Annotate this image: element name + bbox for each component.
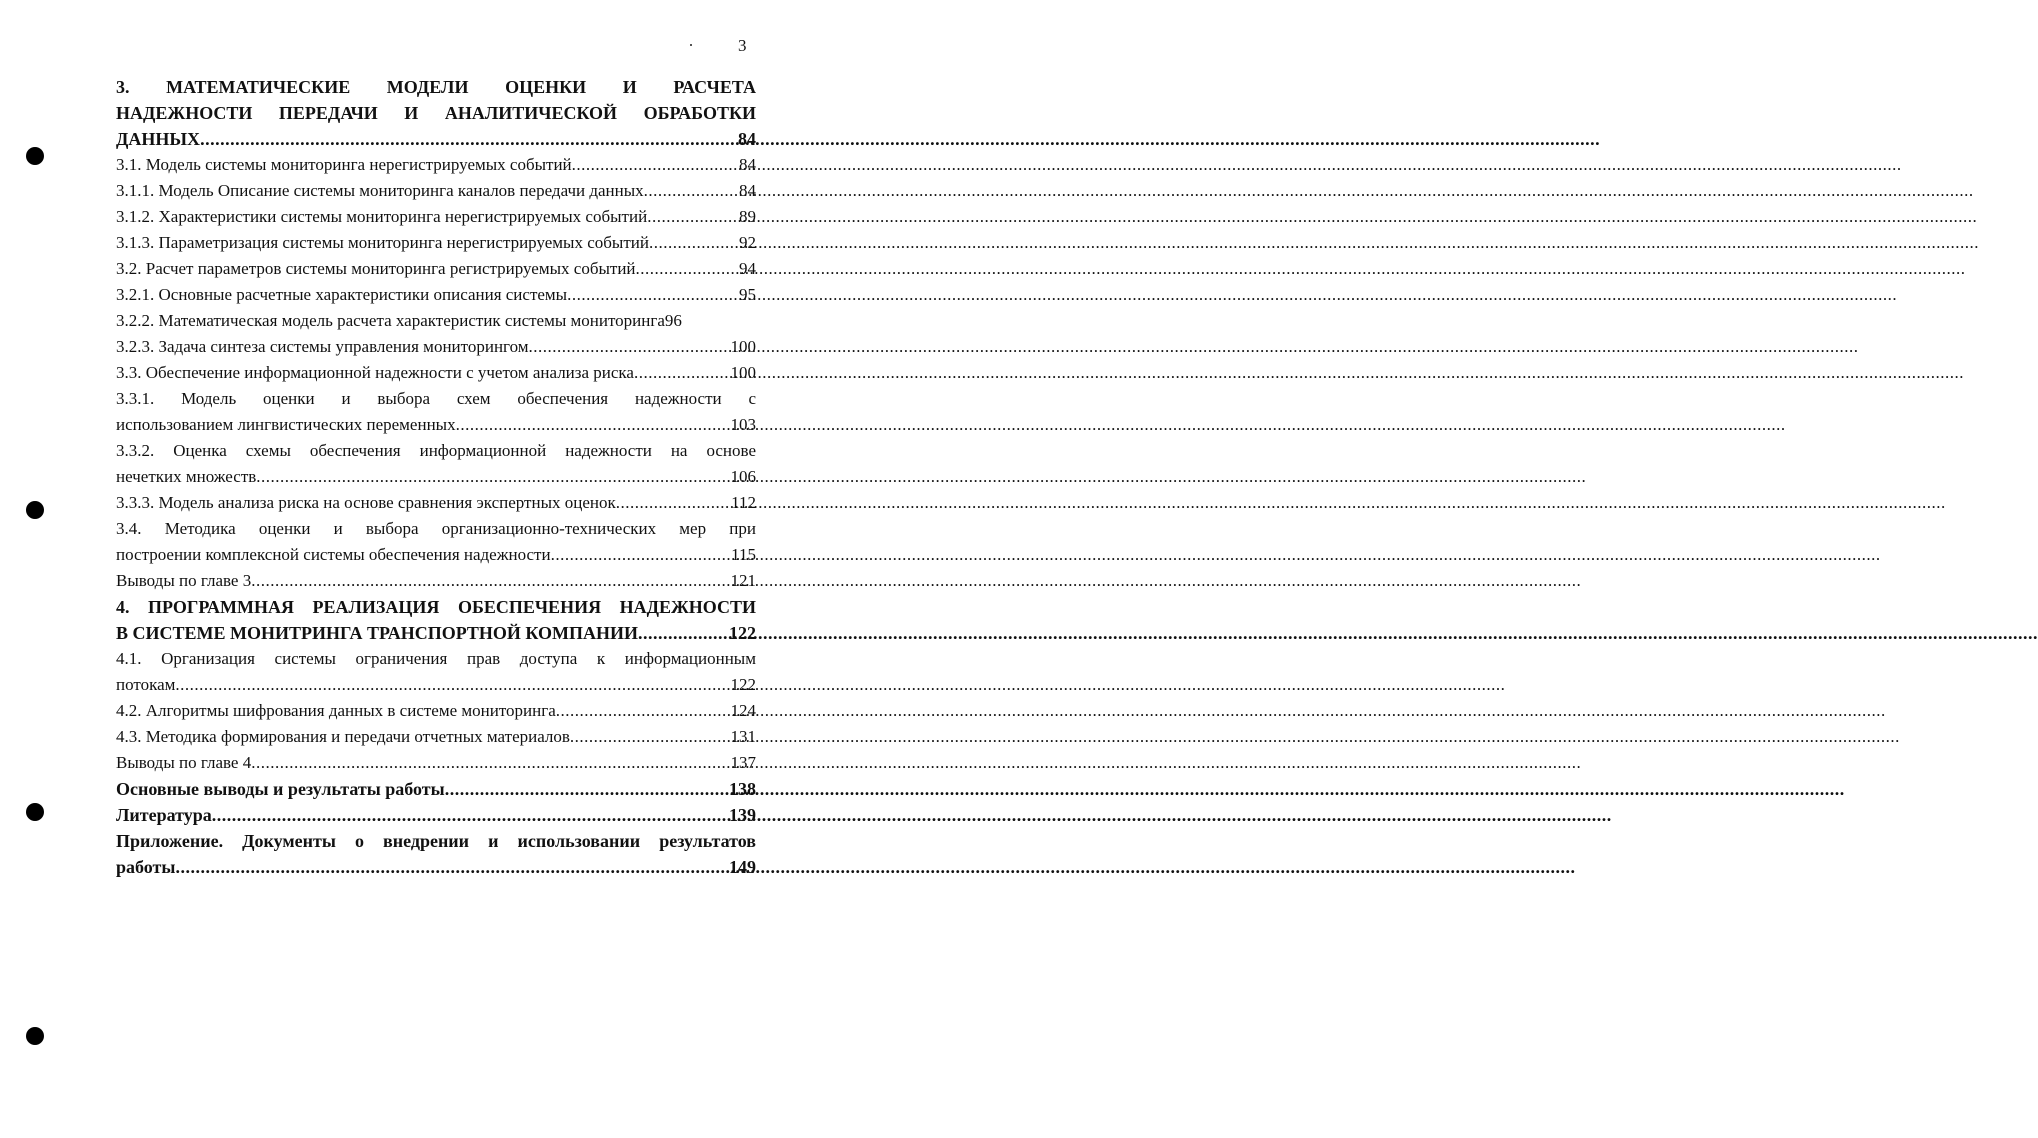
toc-entry-3-4[interactable]	[116, 516, 756, 568]
toc-entry-title: 3.2. Расчет параметров системы мониторинга регистрируемых событий	[116, 259, 636, 278]
toc-chapter-3[interactable]	[116, 74, 756, 152]
dot-leader	[556, 698, 730, 724]
toc-entry-title: ДАННЫХ	[116, 129, 201, 149]
toc-page-number: 137	[730, 753, 756, 772]
toc-entry-title: 3.1.1. Модель Описание системы мониторинга каналов передачи данных	[116, 181, 644, 200]
toc-page-number: 121	[730, 571, 756, 590]
dot-leader	[251, 568, 729, 594]
toc-entry-title: 4.2. Алгоритмы шифрования данных в системе мониторинга	[116, 701, 556, 720]
page-number: 3	[738, 36, 747, 55]
toc-entry-main-conclusions[interactable]	[116, 776, 756, 802]
dot-leader	[551, 542, 731, 568]
toc-entry-conclusions-4[interactable]	[116, 750, 756, 776]
toc-entry-3-2-3[interactable]	[116, 334, 756, 360]
toc-entry-title-line-2	[116, 854, 756, 880]
dot-leader	[572, 152, 738, 178]
toc-entry-title-line-2	[116, 542, 756, 568]
toc-entry-title: нечетких множеств	[116, 467, 257, 486]
toc-page-number: 94	[739, 259, 756, 278]
toc-entry-3-2-1[interactable]	[116, 282, 756, 308]
dot-leader	[175, 854, 728, 880]
toc-page-number: 84	[738, 129, 756, 149]
toc-page-number: 84	[739, 181, 756, 200]
toc-entry-title: 3.1.2. Характеристики системы мониторинга нерегистрируемых событий	[116, 207, 648, 226]
toc-entry-title: 4.3. Методика формирования и передачи отчетных материалов	[116, 727, 570, 746]
toc-entry-4-3[interactable]	[116, 724, 756, 750]
toc-page-number: 149	[729, 857, 756, 877]
dot-leader	[649, 230, 738, 256]
toc-entry-title: 3.1. Модель системы мониторинга нерегистрируемых событий	[116, 155, 572, 174]
toc-page-number: 112	[731, 493, 756, 512]
toc-entry-title: работы	[116, 857, 176, 877]
toc-entry-title: потокам	[116, 675, 176, 694]
dot-leader	[175, 672, 729, 698]
dot-leader	[445, 776, 728, 802]
dot-leader	[256, 464, 729, 490]
binder-hole-1	[26, 147, 44, 165]
toc-page-number: 96	[664, 311, 682, 330]
toc-page-number: 95	[739, 285, 756, 304]
toc-entry-4-2[interactable]	[116, 698, 756, 724]
dot-leader	[567, 282, 738, 308]
toc-entry-title-line-1: Приложение. Документы о внедрении и использовании результатов	[116, 831, 756, 851]
toc-chapter-3-line-3	[116, 126, 756, 152]
toc-chapter-4-line-1: 4. ПРОГРАММНАЯ РЕАЛИЗАЦИЯ ОБЕСПЕЧЕНИЯ НАДЕЖНОСТИ	[116, 597, 756, 617]
toc-entry-3-1-3[interactable]	[116, 230, 756, 256]
toc-entry-title: 3.2.1. Основные расчетные характеристики описания системы	[116, 285, 568, 304]
binder-hole-4	[26, 1027, 44, 1045]
toc-entry-4-1[interactable]	[116, 646, 756, 698]
toc-page-number: 138	[729, 779, 756, 799]
dot-leader	[638, 620, 728, 646]
toc-entry-3-3[interactable]	[116, 360, 756, 386]
toc-entry-title-line-1: 3.4. Методика оценки и выбора организационно-технических мер при	[116, 519, 756, 538]
toc-entry-title-line-2	[116, 672, 756, 698]
dot-leader	[212, 802, 728, 828]
toc-entry-title: В СИСТЕМЕ МОНИТРИНГА ТРАНСПОРТНОЙ КОМПАНИИ	[116, 623, 639, 643]
toc-entry-title: 3.2.2. Математическая модель расчета характеристик системы мониторинга	[116, 311, 665, 330]
toc-page-number: 106	[730, 467, 756, 486]
toc-entry-title: построении комплексной системы обеспечения надежности	[116, 545, 551, 564]
binder-hole-2	[26, 501, 44, 519]
toc-entry-title: Выводы по главе 3	[116, 571, 252, 590]
toc-entry-title: Основные выводы и результаты работы	[116, 779, 445, 799]
toc-page-number: 89	[739, 207, 756, 226]
toc-entry-3-1-2[interactable]	[116, 204, 756, 230]
dot-leader	[251, 750, 729, 776]
toc-page-number: 100	[730, 363, 756, 382]
toc-page-number: 84	[739, 155, 756, 174]
toc-page-number: 124	[730, 701, 756, 720]
toc-page-number: 100	[730, 337, 756, 356]
toc-page-number: 92	[739, 233, 756, 252]
dot-leader	[570, 724, 730, 750]
toc-entry-title-line-1: 3.3.2. Оценка схемы обеспечения информационной надежности на основе	[116, 441, 756, 460]
toc-page-number: 122	[729, 623, 756, 643]
toc-page-number: 122	[730, 675, 756, 694]
binder-hole-3	[26, 803, 44, 821]
toc-chapter-3-line-2: НАДЕЖНОСТИ ПЕРЕДАЧИ И АНАЛИТИЧЕСКОЙ ОБРАБОТКИ	[116, 103, 756, 123]
scan-speck	[690, 44, 692, 46]
toc-entry-title-line-1: 3.3.1. Модель оценки и выбора схем обеспечения надежности с	[116, 389, 756, 408]
toc-entry-title: 3.1.3. Параметризация системы мониторинга нерегистрируемых событий	[116, 233, 649, 252]
toc-entry-conclusions-3[interactable]	[116, 568, 756, 594]
toc-entry-title-line-2	[116, 412, 756, 438]
toc-entry-3-3-3[interactable]	[116, 490, 756, 516]
toc-entry-title-line-1: 4.1. Организация системы ограничения прав доступа к информационным	[116, 649, 756, 668]
toc-entry-3-3-2[interactable]	[116, 438, 756, 490]
toc-entry-literature[interactable]	[116, 802, 756, 828]
dot-leader	[456, 412, 730, 438]
toc-entry-title: 3.3. Обеспечение информационной надежности с учетом анализа риска	[116, 363, 634, 382]
toc-page-number: 115	[731, 545, 756, 564]
toc-page-number: 131	[730, 727, 756, 746]
toc-entry-3-1[interactable]	[116, 152, 756, 178]
toc-entry-3-2[interactable]	[116, 256, 756, 282]
dot-leader	[636, 256, 738, 282]
toc-entry-title-line-2	[116, 464, 756, 490]
dot-leader	[644, 178, 738, 204]
dot-leader	[616, 490, 730, 516]
toc-entry-3-2-2[interactable]	[116, 308, 756, 334]
toc-entry-3-3-1[interactable]	[116, 386, 756, 438]
toc-entry-title: Литература	[116, 805, 212, 825]
toc-chapter-3-line-1: 3. МАТЕМАТИЧЕСКИЕ МОДЕЛИ ОЦЕНКИ И РАСЧЕТА	[116, 77, 756, 97]
dot-leader	[634, 360, 730, 386]
toc-entry-title: Выводы по главе 4	[116, 753, 252, 772]
toc-entry-title: 3.3.3. Модель анализа риска на основе сравнения экспертных оценок	[116, 493, 616, 512]
toc-chapter-4-line-2	[116, 620, 756, 646]
table-of-contents	[116, 74, 756, 880]
toc-page-number: 139	[729, 805, 756, 825]
toc-entry-appendix[interactable]	[116, 828, 756, 880]
toc-entry-title: 3.2.3. Задача синтеза системы управления мониторингом	[116, 337, 529, 356]
dot-leader	[647, 204, 738, 230]
toc-page-number: 103	[730, 415, 756, 434]
toc-chapter-4[interactable]	[116, 594, 756, 646]
dot-leader	[200, 126, 737, 152]
toc-entry-title: использованием лингвистических переменных	[116, 415, 456, 434]
toc-entry-3-1-1[interactable]	[116, 178, 756, 204]
dot-leader	[529, 334, 730, 360]
